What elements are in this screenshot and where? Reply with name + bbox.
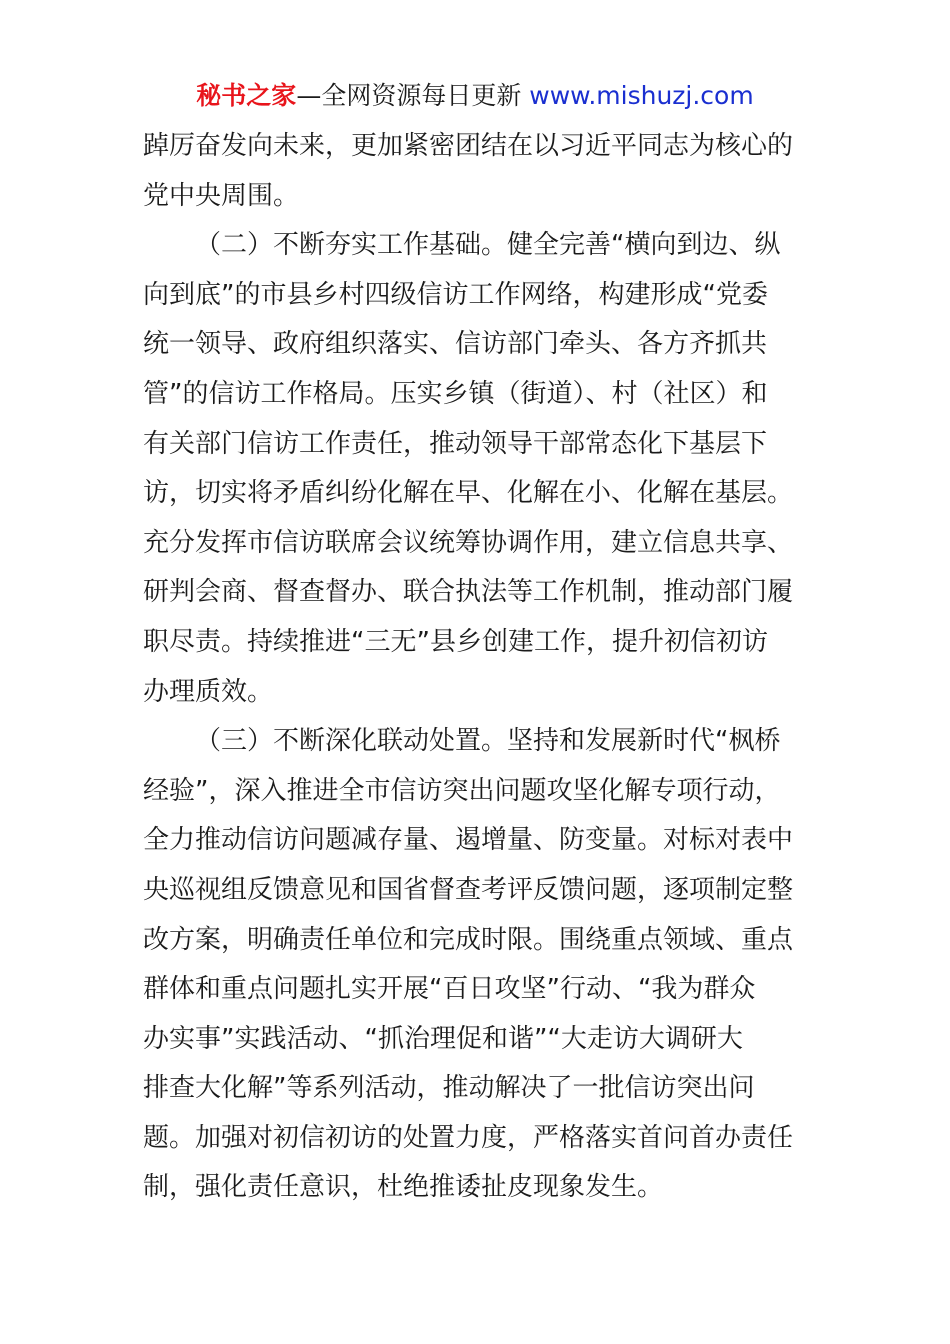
- site-url-link[interactable]: www.mishuzj.com: [529, 81, 754, 110]
- brand-name: 秘书之家: [196, 81, 297, 110]
- text-line: 有关部门信访工作责任，推动领导干部常态化下基层下: [143, 428, 768, 459]
- section-heading-line: （二）不断夯实工作基础。健全完善“横向到边、纵: [195, 230, 781, 261]
- text-line: 群体和重点问题扎实开展“百日攻坚”行动、“我为群众: [143, 974, 756, 1005]
- section-heading-line: （三）不断深化联动处置。坚持和发展新时代“枫桥: [195, 726, 781, 757]
- text-line: 办理质效。: [143, 676, 274, 707]
- text-line: 向到底”的市县乡村四级信访工作网络，构建形成“党委: [143, 279, 768, 310]
- site-header: [0, 78, 950, 114]
- text-line: 统一领导、政府组织落实、信访部门牵头、各方齐抓共: [143, 329, 768, 360]
- text-line: 排查大化解”等系列活动，推动解决了一批信访突出问: [143, 1073, 755, 1104]
- text-line: 踔厉奋发向未来，更加紧密团结在以习近平同志为核心的: [143, 131, 794, 161]
- text-line: 充分发挥市信访联席会议统筹协调作用，建立信息共享、: [143, 527, 794, 558]
- text-line: 管”的信访工作格局。压实乡镇（街道）、村（社区）和: [143, 378, 768, 409]
- text-line: 办实事”实践活动、“抓治理促和谐”“大走访大调研大: [143, 1023, 743, 1054]
- text-line: 经验”，深入推进全市信访突出问题攻坚化解专项行动，: [143, 775, 781, 806]
- text-line: 访，切实将矛盾纠纷化解在早、化解在小、化解在基层。: [143, 478, 794, 509]
- header-tagline: —全网资源每日更新: [296, 81, 522, 110]
- text-line: 研判会商、督查督办、联合执法等工作机制，推动部门履: [143, 577, 794, 608]
- text-line: 制，强化责任意识，杜绝推诿扯皮现象发生。: [143, 1172, 664, 1203]
- text-line: 全力推动信访问题减存量、遏增量、防变量。对标对表中: [143, 825, 794, 856]
- text-line: 央巡视组反馈意见和国省督查考评反馈问题，逐项制定整: [143, 874, 794, 905]
- text-line: 党中央周围。: [143, 180, 300, 211]
- text-line: 题。加强对初信初访的处置力度，严格落实首问首办责任: [143, 1122, 794, 1153]
- document-body: [143, 122, 813, 1213]
- text-line: 改方案，明确责任单位和完成时限。围绕重点领域、重点: [143, 924, 794, 955]
- text-line: 职尽责。持续推进“三无”县乡创建工作，提升初信初访: [143, 626, 768, 657]
